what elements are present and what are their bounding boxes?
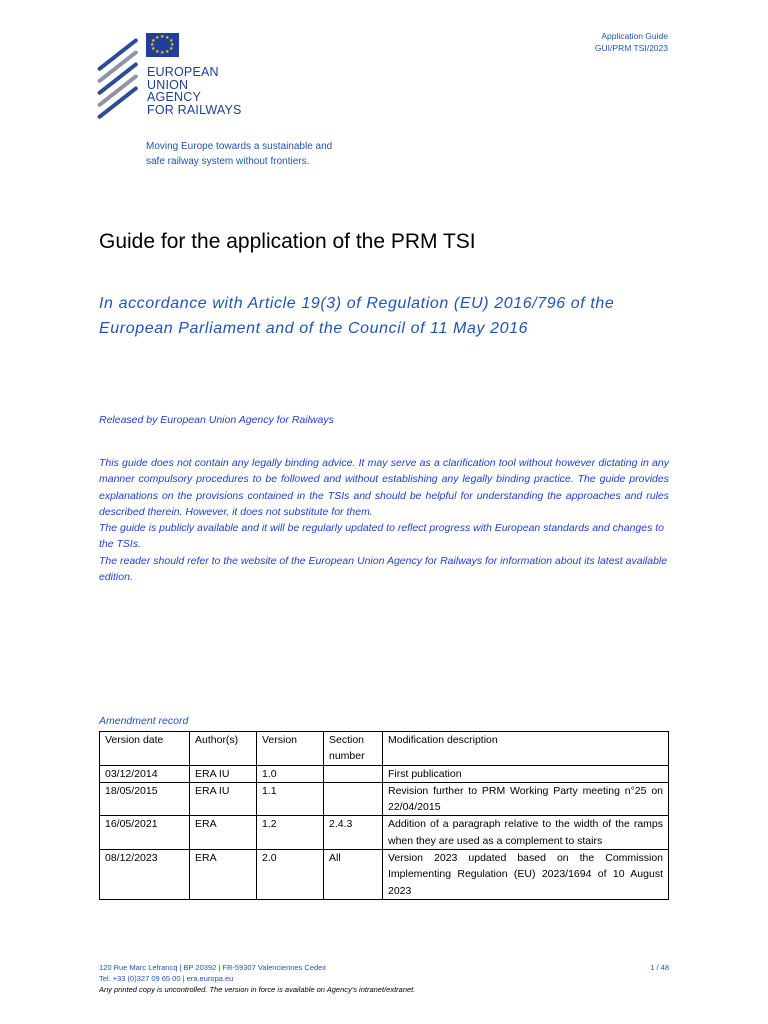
motto-line: safe railway system without frontiers. bbox=[146, 156, 310, 167]
released-by: Released by European Union Agency for Railways bbox=[99, 414, 334, 426]
logo-line: EUROPEAN bbox=[147, 65, 219, 79]
table-cell: 2.0 bbox=[257, 850, 324, 900]
table-cell bbox=[324, 782, 383, 816]
table-cell: 1.1 bbox=[257, 782, 324, 816]
table-cell: 1.0 bbox=[257, 765, 324, 782]
column-header: Section number bbox=[324, 732, 383, 766]
column-header: Version bbox=[257, 732, 324, 766]
disclaimer-paragraph: The guide is publicly available and it will be regularly updated to reflect progress with European standards and changes to the TSIs. bbox=[99, 522, 665, 551]
disclaimer bbox=[99, 455, 669, 585]
footer-contact: Tel. +33 (0)327 09 65 00 | era.europa.eu bbox=[99, 974, 234, 983]
document-title: Guide for the application of the PRM TSI bbox=[99, 230, 476, 253]
disclaimer-paragraph: This guide does not contain any legally binding advice. It may serve as a clarification tool without however dictating in any manner compulsory procedures to be followed and without establishing any legally binding practice. The guide provides explanations on the provisions contained in the TSIs and should be helpful for understanding the approaches and rules described therein. However, it does not substitute for them. bbox=[99, 457, 669, 518]
table-cell: 18/05/2015 bbox=[100, 782, 190, 816]
table-cell: 03/12/2014 bbox=[100, 765, 190, 782]
table-row bbox=[100, 765, 669, 782]
logo-line: FOR RAILWAYS bbox=[147, 102, 242, 117]
subtitle-line: In accordance with Article 19(3) of Regulation (EU) 2016/796 of the bbox=[99, 295, 615, 312]
table-cell: 16/05/2021 bbox=[100, 816, 190, 850]
footer-note: Any printed copy is uncontrolled. The version in force is available on Agency's intranet/extranet. bbox=[99, 985, 416, 994]
table-cell: All bbox=[324, 850, 383, 900]
amendment-record-label: Amendment record bbox=[99, 715, 189, 727]
table-row bbox=[100, 850, 669, 900]
disclaimer-paragraph: The reader should refer to the website of the European Union Agency for Railways for information about its latest available edition. bbox=[99, 554, 668, 584]
footer-address: 120 Rue Marc Lefrancq | BP 20392 | FR-59307 Valenciennes Cedex bbox=[99, 963, 327, 972]
logo-line: UNION bbox=[147, 77, 189, 92]
document-reference bbox=[520, 30, 668, 54]
column-header: Author(s) bbox=[190, 732, 257, 766]
table-cell: ERA IU bbox=[190, 765, 257, 782]
table-header-row bbox=[100, 732, 669, 766]
table-cell: Version 2023 updated based on the Commission Implementing Regulation (EU) 2023/1694 of 10 August 2023 bbox=[383, 850, 669, 900]
table-cell: ERA bbox=[190, 816, 257, 850]
subtitle-line: European Parliament and of the Council of 11 May 2016 bbox=[99, 320, 529, 337]
table-cell bbox=[324, 765, 383, 782]
eu-flag-icon: ★ ★ ★ ★ ★ ★ ★ ★ ★ ★ ★ ★ bbox=[146, 33, 179, 57]
table-cell: ERA bbox=[190, 850, 257, 900]
motto-line: Moving Europe towards a sustainable and bbox=[146, 141, 333, 152]
table-row bbox=[100, 782, 669, 816]
table-cell: First publication bbox=[383, 765, 669, 782]
doc-ref: GUI/PRM TSI/2023 bbox=[594, 43, 668, 53]
table-cell: 08/12/2023 bbox=[100, 850, 190, 900]
motto bbox=[146, 139, 332, 169]
column-header: Version date bbox=[100, 732, 190, 766]
table-cell: Revision further to PRM Working Party meeting n°25 on 22/04/2015 bbox=[383, 782, 669, 816]
logo-text bbox=[147, 66, 242, 116]
page-footer bbox=[99, 962, 669, 995]
table-row bbox=[100, 816, 669, 850]
table-cell: 1.2 bbox=[257, 816, 324, 850]
column-header: Modification description bbox=[383, 732, 669, 766]
page-number: 1 / 48 bbox=[650, 963, 669, 972]
amendment-table bbox=[99, 731, 669, 900]
logo-line: AGENCY bbox=[147, 90, 201, 104]
table-cell: 2.4.3 bbox=[324, 816, 383, 850]
era-logo bbox=[96, 30, 242, 130]
table-cell: Addition of a paragraph relative to the width of the ramps when they are used as a complement to stairs bbox=[383, 816, 669, 850]
document-subtitle bbox=[99, 291, 679, 341]
table-cell: ERA IU bbox=[190, 782, 257, 816]
doc-type: Application Guide bbox=[601, 31, 668, 41]
